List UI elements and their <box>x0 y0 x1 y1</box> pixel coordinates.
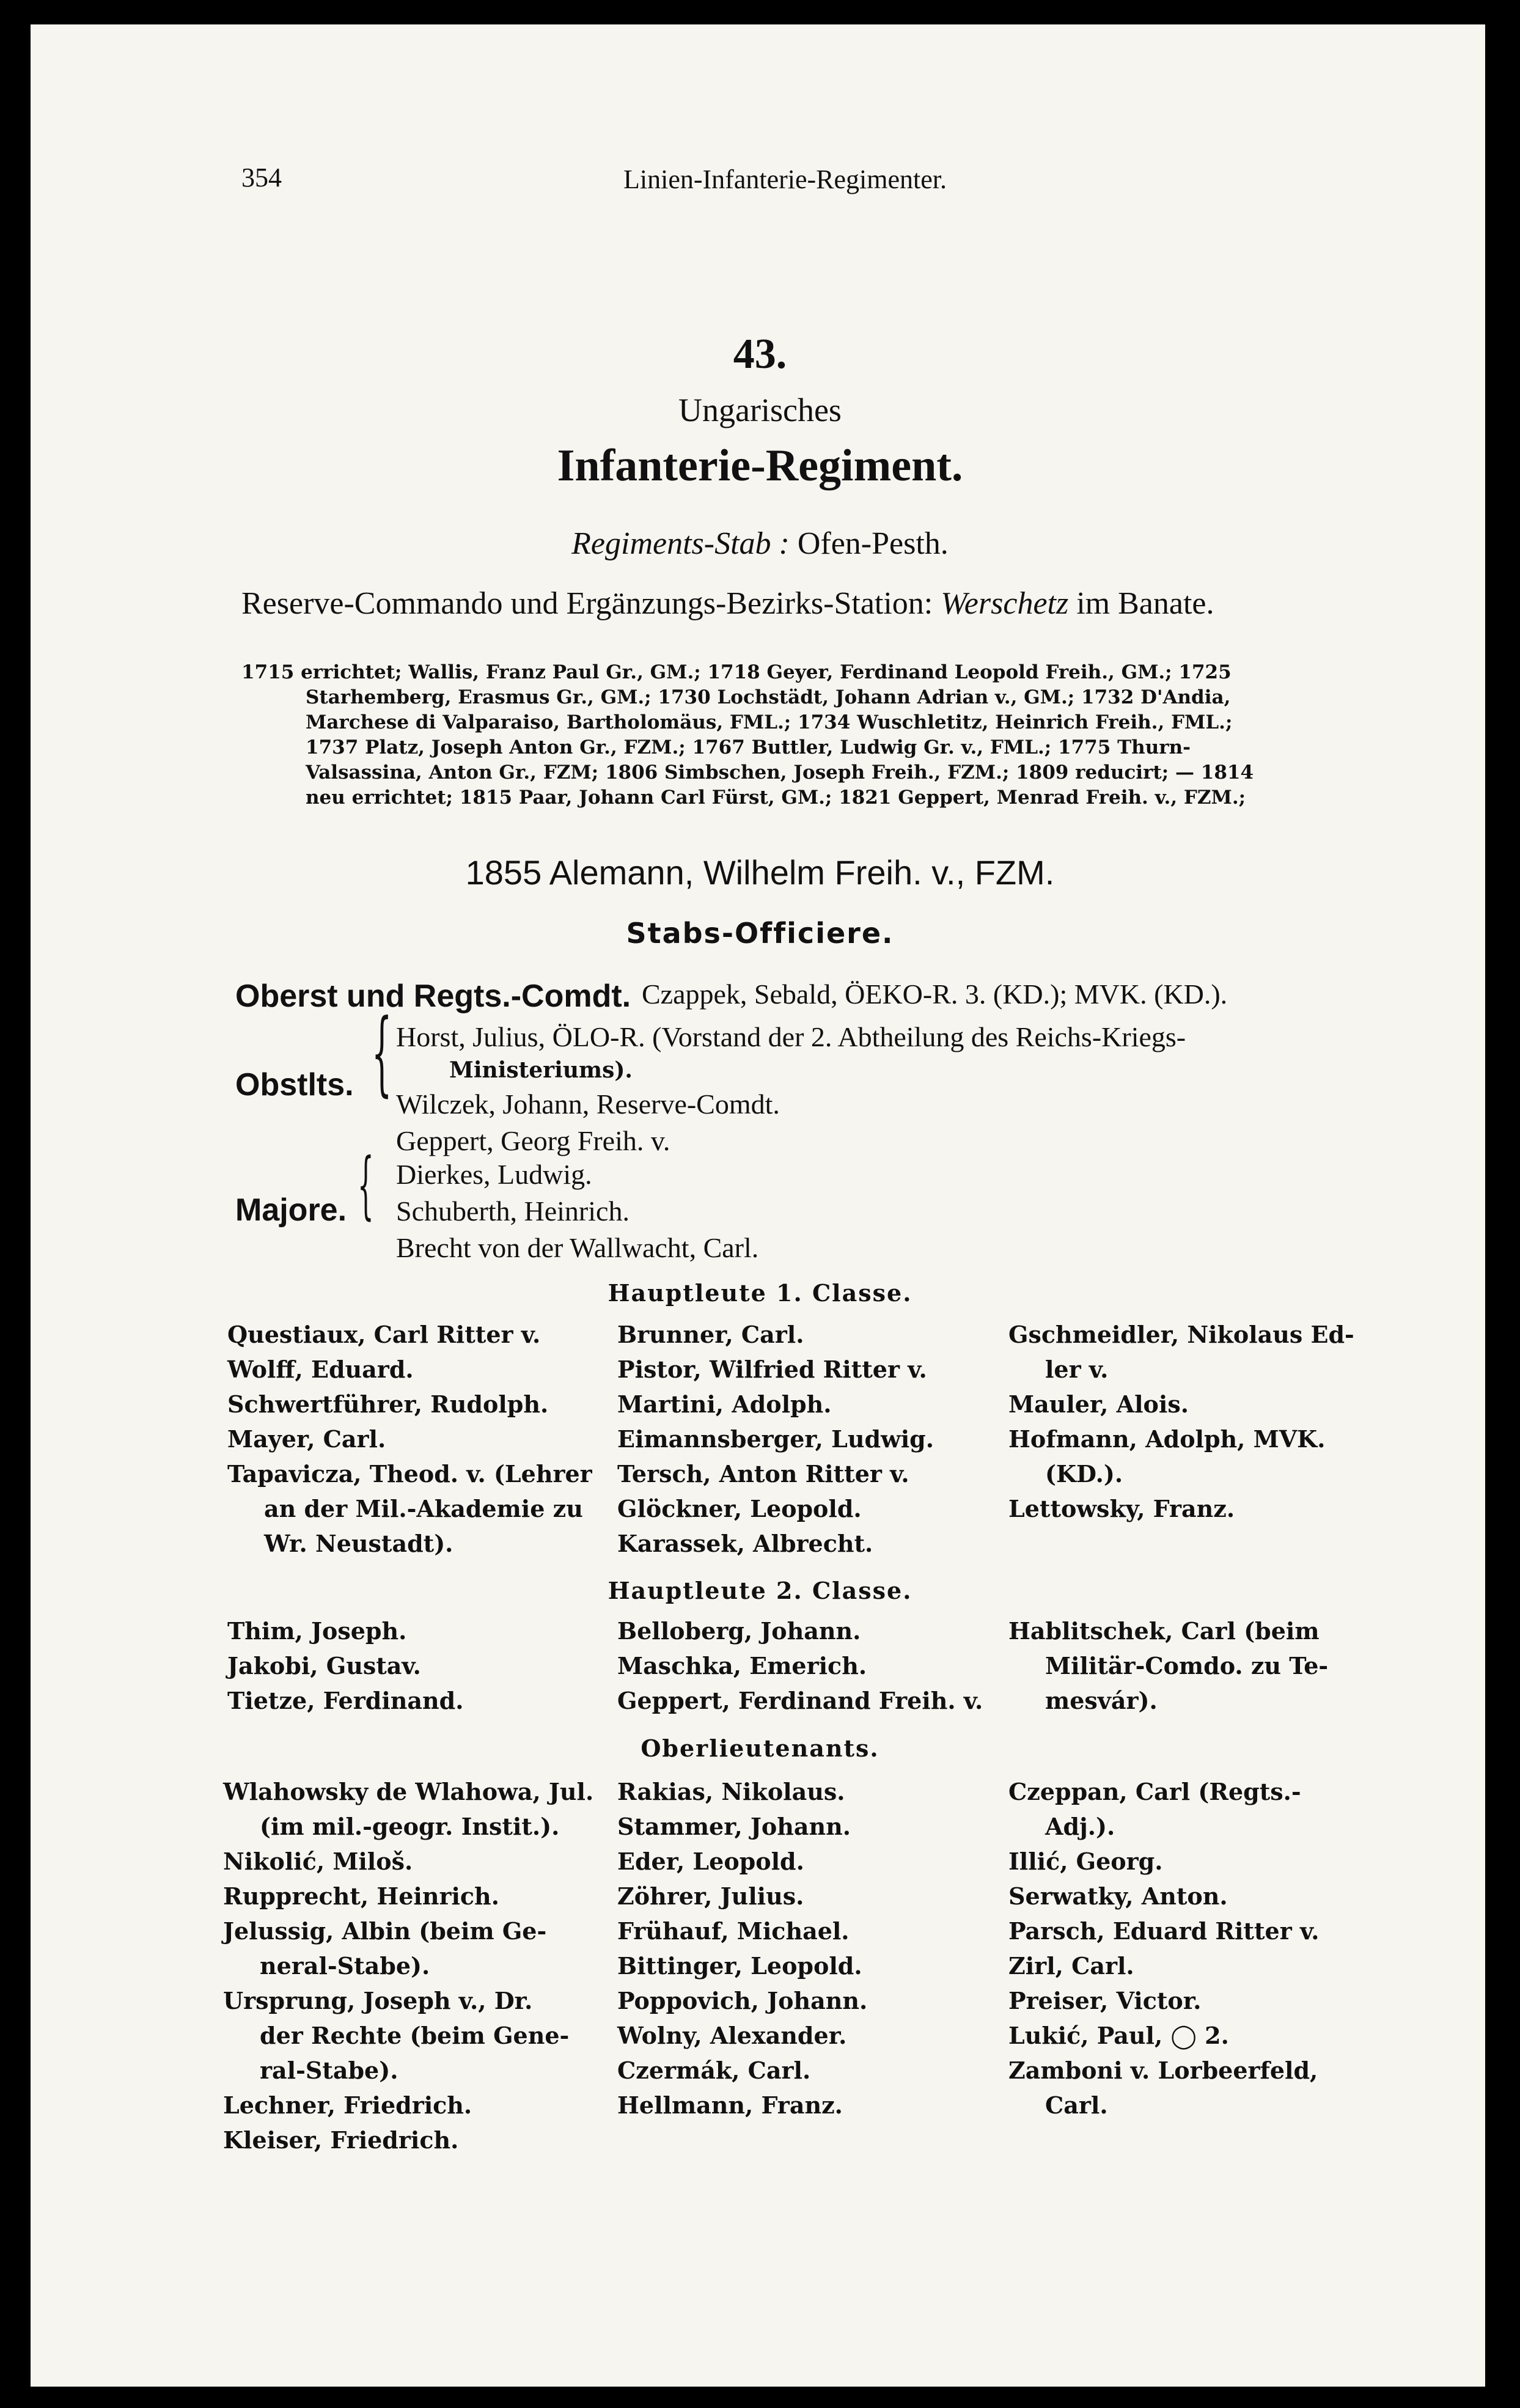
obstlt-entry: Wilczek, Johann, Reserve-Comdt. <box>396 1088 780 1120</box>
reserve-station <box>241 585 1214 622</box>
majore-label: Majore. <box>235 1192 347 1228</box>
obstlt-entry-cont: Ministeriums). <box>449 1057 633 1083</box>
hauptleute-1-col1 <box>227 1317 592 1561</box>
list-item: Tapavicza, Theod. v. (Lehrer <box>227 1460 592 1488</box>
list-item: Jakobi, Gustav. <box>227 1652 421 1679</box>
list-item: der Rechte (beim Gene- <box>260 2022 570 2049</box>
oberlieutenants-col1 <box>223 1774 593 2157</box>
list-item: Wolny, Alexander. <box>617 2022 847 2049</box>
list-item: Schwertführer, Rudolph. <box>227 1390 549 1418</box>
reserve-label: Reserve-Commando und Ergänzungs-Bezirks-Station: <box>241 586 933 621</box>
list-item: Kleiser, Friedrich. <box>223 2126 459 2154</box>
list-item: Lukić, Paul, ◯ 2. <box>1008 2022 1229 2049</box>
list-item: ler v. <box>1045 1356 1109 1383</box>
list-item: Frühauf, Michael. <box>617 1917 850 1945</box>
regiment-nationality: Ungarisches <box>678 392 842 428</box>
list-item: Ursprung, Joseph v., Dr. <box>223 1987 533 2014</box>
obstlts-label: Obstlts. <box>235 1067 354 1103</box>
page-number: 354 <box>241 163 282 193</box>
list-item: Tersch, Anton Ritter v. <box>617 1460 909 1488</box>
list-item: Hofmann, Adolph, MVK. <box>1008 1425 1326 1453</box>
list-item: Parsch, Eduard Ritter v. <box>1008 1917 1320 1945</box>
list-item: Wr. Neustadt). <box>264 1530 453 1557</box>
hauptleute-1-title: Hauptleute 1. Classe. <box>608 1279 912 1307</box>
list-item: Thim, Joseph. <box>227 1617 407 1645</box>
oberlieutenants-title: Oberlieutenants. <box>641 1734 879 1762</box>
list-item: Eimannsberger, Ludwig. <box>617 1425 934 1453</box>
list-item: Tietze, Ferdinand. <box>227 1687 464 1714</box>
list-item: Brunner, Carl. <box>617 1321 804 1348</box>
list-item: Lechner, Friedrich. <box>223 2091 472 2119</box>
staff-location: Ofen-Pesth. <box>797 526 949 561</box>
major-entry: Dierkes, Ludwig. <box>396 1159 592 1190</box>
list-item: Stammer, Johann. <box>617 1813 851 1840</box>
list-item: Adj.). <box>1045 1813 1115 1840</box>
list-item: Czeppan, Carl (Regts.- <box>1008 1778 1301 1805</box>
list-item: Jelussig, Albin (beim Ge- <box>223 1917 547 1945</box>
list-item: Rakias, Nikolaus. <box>617 1778 845 1805</box>
list-item: (im mil.-geogr. Instit.). <box>260 1813 560 1840</box>
oberst-name: Czappek, Sebald, ÖEKO-R. 3. (KD.); MVK. (KD.). <box>642 978 1228 1010</box>
list-item: ral-Stabe). <box>260 2057 398 2084</box>
history-line: 1737 Platz, Joseph Anton Gr., FZM.; 1767 Buttler, Ludwig Gr. v., FML.; 1775 Thurn- <box>306 736 1191 758</box>
majore-brace: { <box>358 1143 374 1228</box>
obstlts-brace: { <box>372 1000 392 1106</box>
list-item: Glöckner, Leopold. <box>617 1495 862 1522</box>
list-item: (KD.). <box>1045 1460 1123 1488</box>
history-line: Starhemberg, Erasmus Gr., GM.; 1730 Lochstädt, Johann Adrian v., GM.; 1732 D'Andia, <box>306 686 1231 708</box>
list-item: Pistor, Wilfried Ritter v. <box>617 1356 927 1383</box>
list-item: Bittinger, Leopold. <box>617 1952 862 1980</box>
history-line: Valsassina, Anton Gr., FZM; 1806 Simbschen, Joseph Freih., FZM.; 1809 reducirt; — 1814 <box>306 762 1254 784</box>
staff-label: Regiments-Stab : <box>571 526 790 561</box>
list-item: Belloberg, Johann. <box>617 1617 861 1645</box>
hauptleute-2-title: Hauptleute 2. Classe. <box>608 1577 912 1604</box>
list-item: Nikolić, Miloš. <box>223 1848 413 1875</box>
list-item: Mauler, Alois. <box>1008 1390 1189 1418</box>
list-item: Wlahowsky de Wlahowa, Jul. <box>223 1778 594 1805</box>
list-item: Martini, Adolph. <box>617 1390 832 1418</box>
obstlt-entry: Geppert, Georg Freih. v. <box>396 1125 670 1156</box>
hauptleute-1-col3 <box>1008 1317 1354 1526</box>
list-item: Lettowsky, Franz. <box>1008 1495 1235 1522</box>
hauptleute-2-col2 <box>617 1613 983 1718</box>
regiment-number: 43. <box>733 331 787 378</box>
list-item: neral-Stabe). <box>260 1952 430 1980</box>
list-item: Hellmann, Franz. <box>617 2091 843 2119</box>
inhaber: 1855 Alemann, Wilhelm Freih. v., FZM. <box>465 853 1055 892</box>
history-line: 1715 errichtet; Wallis, Franz Paul Gr., GM.; 1718 Geyer, Ferdinand Leopold Freih., GM.; 1725 <box>241 661 1232 683</box>
list-item: Rupprecht, Heinrich. <box>223 1882 499 1910</box>
list-item: Preiser, Victor. <box>1008 1987 1202 2014</box>
list-item: mesvár). <box>1045 1687 1158 1714</box>
list-item: Wolff, Eduard. <box>227 1356 414 1383</box>
list-item: Carl. <box>1045 2091 1108 2119</box>
list-item: Poppovich, Johann. <box>617 1987 868 2014</box>
stabs-officiere-title: Stabs-Officiere. <box>626 917 894 950</box>
list-item: Serwatky, Anton. <box>1008 1882 1228 1910</box>
list-item: Gschmeidler, Nikolaus Ed- <box>1008 1321 1354 1348</box>
regiment-staff <box>0 526 1520 562</box>
list-item: Geppert, Ferdinand Freih. v. <box>617 1687 983 1714</box>
oberlieutenants-col2 <box>617 1774 867 2123</box>
reserve-place: Werschetz <box>941 586 1069 621</box>
reserve-region: im Banate. <box>1076 586 1214 621</box>
hauptleute-2-col1 <box>227 1613 463 1718</box>
list-item: Karassek, Albrecht. <box>617 1530 873 1557</box>
list-item: Czermák, Carl. <box>617 2057 811 2084</box>
list-item: Eder, Leopold. <box>617 1848 804 1875</box>
major-entry: Schuberth, Heinrich. <box>396 1195 630 1227</box>
list-item: Illić, Georg. <box>1008 1848 1163 1875</box>
history-line: neu errichtet; 1815 Paar, Johann Carl Fürst, GM.; 1821 Geppert, Menrad Freih. v., FZM.; <box>306 787 1246 809</box>
list-item: Maschka, Emerich. <box>617 1652 867 1679</box>
oberlieutenants-col3 <box>1008 1774 1319 2123</box>
list-item: Militär-Comdo. zu Te- <box>1045 1652 1329 1679</box>
major-entry: Brecht von der Wallwacht, Carl. <box>396 1232 759 1263</box>
list-item: Questiaux, Carl Ritter v. <box>227 1321 541 1348</box>
hauptleute-1-col2 <box>617 1317 934 1561</box>
list-item: an der Mil.-Akademie zu <box>264 1495 583 1522</box>
regiment-type: Infanterie-Regiment. <box>557 441 963 491</box>
list-item: Zamboni v. Lorbeerfeld, <box>1008 2057 1318 2084</box>
hauptleute-2-col3 <box>1008 1613 1328 1718</box>
list-item: Zöhrer, Julius. <box>617 1882 804 1910</box>
oberst-label: Oberst und Regts.-Comdt. <box>235 978 631 1014</box>
running-title: Linien-Infanterie-Regimenter. <box>623 164 947 194</box>
list-item: Zirl, Carl. <box>1008 1952 1134 1980</box>
list-item: Mayer, Carl. <box>227 1425 386 1453</box>
history-paragraph <box>241 660 1366 810</box>
obstlt-entry: Horst, Julius, ÖLO-R. (Vorstand der 2. Abtheilung des Reichs-Kriegs- <box>396 1021 1186 1052</box>
list-item: Hablitschek, Carl (beim <box>1008 1617 1320 1645</box>
history-line: Marchese di Valparaiso, Bartholomäus, FML.; 1734 Wuschletitz, Heinrich Freih., FML.; <box>306 711 1233 733</box>
